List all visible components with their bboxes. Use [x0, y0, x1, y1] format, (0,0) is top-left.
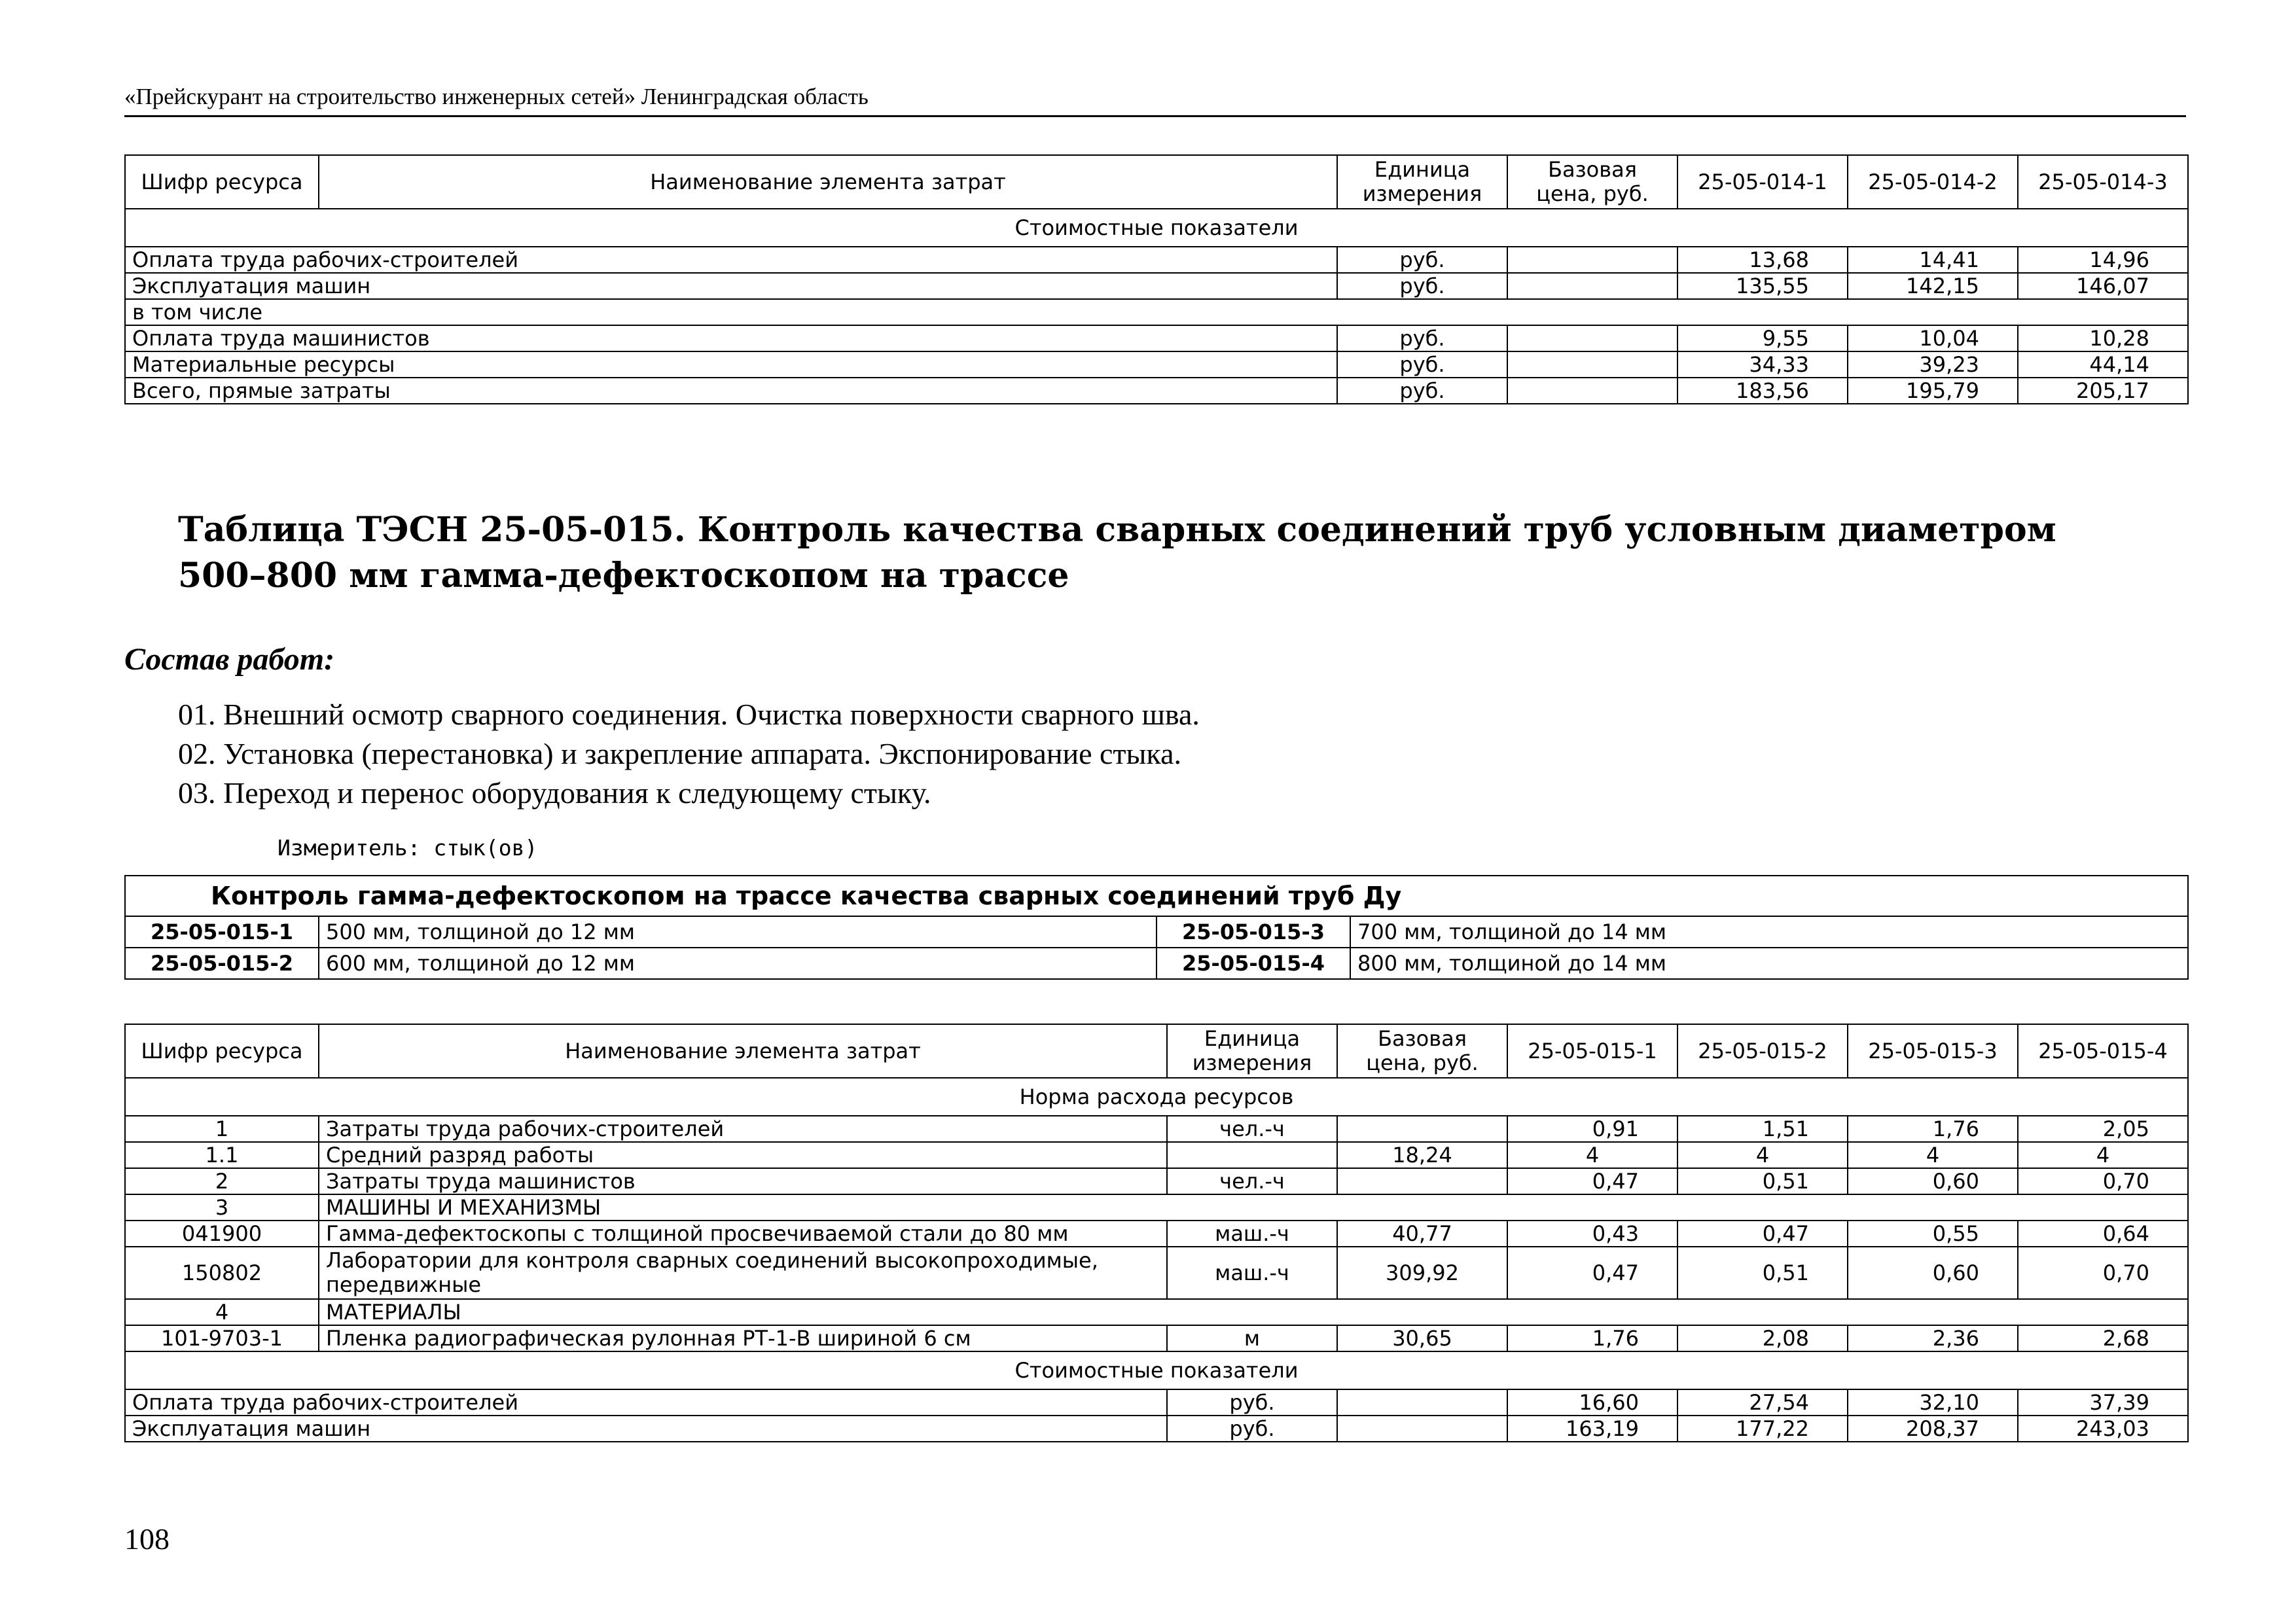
cost-unit: руб. — [1337, 247, 1507, 273]
resource-code: 1 — [125, 1116, 319, 1142]
table-row — [125, 299, 2188, 325]
resource-price: 18,24 — [1337, 1142, 1507, 1168]
resource-table-015 — [124, 1024, 2189, 1442]
resource-unit: чел.-ч — [1167, 1116, 1337, 1142]
col-header: Шифр ресурса — [125, 1024, 319, 1078]
resource-name: Затраты труда рабочих-строителей — [319, 1116, 1167, 1142]
resource-name: Пленка радиографическая рулонная РТ-1-В шириной 6 см — [319, 1325, 1167, 1351]
cost-price — [1507, 247, 1677, 273]
norm-description: 800 мм, толщиной до 14 мм — [1350, 948, 2188, 979]
cost-value: 34,33 — [1677, 351, 1848, 378]
resource-code: 150802 — [125, 1247, 319, 1299]
cost-unit: руб. — [1337, 351, 1507, 378]
cost-value: 163,19 — [1507, 1416, 1677, 1442]
norm-code: 25-05-015-4 — [1157, 948, 1350, 979]
resource-code: 1.1 — [125, 1142, 319, 1168]
resource-value: 2,05 — [2018, 1116, 2188, 1142]
table-row — [125, 378, 2188, 404]
cost-price — [1507, 351, 1677, 378]
section-label: Стоимостные показатели — [125, 1351, 2188, 1389]
table-title: Таблица ТЭСН 25-05-015. Контроль качества сварных соединений труб условным диаметром 500–800 мм гамма-дефектоскопом на трассе — [178, 510, 2056, 596]
cost-value: 14,96 — [2018, 247, 2188, 273]
resource-value: 0,47 — [1507, 1247, 1677, 1299]
table-row — [125, 351, 2188, 378]
resource-price: 30,65 — [1337, 1325, 1507, 1351]
norm-code: 25-05-015-3 — [1157, 916, 1350, 948]
table-row — [125, 1142, 2188, 1168]
resource-name: Средний разряд работы — [319, 1142, 1167, 1168]
resource-value: 2,36 — [1848, 1325, 2018, 1351]
running-header: «Прейскурант на строительство инженерных сетей» Ленинградская область — [124, 84, 869, 109]
cost-price — [1507, 273, 1677, 299]
resource-value: 0,64 — [2018, 1221, 2188, 1247]
table-row — [125, 1116, 2188, 1142]
cost-unit: руб. — [1167, 1389, 1337, 1416]
cost-price — [1507, 325, 1677, 351]
cost-value: 195,79 — [1848, 378, 2018, 404]
table-row — [125, 1194, 2188, 1221]
col-header: 25-05-014-3 — [2018, 155, 2188, 209]
resource-value: 1,76 — [1848, 1116, 2018, 1142]
col-header: Наименование элемента затрат — [319, 155, 1337, 209]
section-label: Норма расхода ресурсов — [125, 1078, 2188, 1116]
norm-code: 25-05-015-2 — [125, 948, 319, 979]
resource-unit: м — [1167, 1325, 1337, 1351]
cost-price — [1337, 1389, 1507, 1416]
cost-value: 10,28 — [2018, 325, 2188, 351]
cost-value: 142,15 — [1848, 273, 2018, 299]
cost-value: 135,55 — [1677, 273, 1848, 299]
table-row — [125, 948, 2188, 979]
resource-code: 041900 — [125, 1221, 319, 1247]
cost-value: 14,41 — [1848, 247, 2018, 273]
resource-unit: маш.-ч — [1167, 1247, 1337, 1299]
resource-price — [1337, 1168, 1507, 1194]
cost-value: 183,56 — [1677, 378, 1848, 404]
table-row — [125, 325, 2188, 351]
cost-name: Всего, прямые затраты — [125, 378, 1337, 404]
resource-name: Затраты труда машинистов — [319, 1168, 1167, 1194]
cost-value: 32,10 — [1848, 1389, 2018, 1416]
cost-unit: руб. — [1167, 1416, 1337, 1442]
table-header-row — [125, 155, 2188, 209]
section-row — [125, 1351, 2188, 1389]
norm-description: 500 мм, толщиной до 12 мм — [319, 916, 1157, 948]
resource-code: 3 — [125, 1194, 319, 1221]
cost-table-014 — [124, 154, 2189, 404]
resource-value: 0,47 — [1507, 1168, 1677, 1194]
col-header: 25-05-015-1 — [1507, 1024, 1677, 1078]
resource-value: 0,60 — [1848, 1168, 2018, 1194]
composition-title: Контроль гамма-дефектоскопом на трассе качества сварных соединений труб Ду — [125, 876, 2188, 916]
cost-unit: руб. — [1337, 378, 1507, 404]
measure-unit-label: Измеритель: стык(ов) — [278, 835, 538, 861]
table-row — [125, 1416, 2188, 1442]
cost-value: 27,54 — [1677, 1389, 1848, 1416]
resource-unit: маш.-ч — [1167, 1221, 1337, 1247]
cost-unit: руб. — [1337, 273, 1507, 299]
norm-description: 600 мм, толщиной до 12 мм — [319, 948, 1157, 979]
resource-value: 2,08 — [1677, 1325, 1848, 1351]
cost-name: Материальные ресурсы — [125, 351, 1337, 378]
resource-value: 0,91 — [1507, 1116, 1677, 1142]
work-composition-heading: Состав работ: — [124, 642, 335, 677]
col-header: Наименование элемента затрат — [319, 1024, 1167, 1078]
resource-value: 1,51 — [1677, 1116, 1848, 1142]
cost-unit: руб. — [1337, 325, 1507, 351]
cost-value: 177,22 — [1677, 1416, 1848, 1442]
cost-value: 16,60 — [1507, 1389, 1677, 1416]
resource-code: 2 — [125, 1168, 319, 1194]
col-header: 25-05-015-4 — [2018, 1024, 2188, 1078]
cost-value: 208,37 — [1848, 1416, 2018, 1442]
resource-name: Гамма-дефектоскопы с толщиной просвечиваемой стали до 80 мм — [319, 1221, 1167, 1247]
section-label: Стоимостные показатели — [125, 209, 2188, 247]
col-header: Единица измерения — [1337, 155, 1507, 209]
table-row — [125, 1299, 2188, 1325]
header-rule — [124, 115, 2186, 117]
cost-value: 9,55 — [1677, 325, 1848, 351]
resource-value: 2,68 — [2018, 1325, 2188, 1351]
page-number: 108 — [124, 1522, 170, 1556]
col-header: Базовая цена, руб. — [1507, 155, 1677, 209]
table-row — [125, 1389, 2188, 1416]
section-row — [125, 1078, 2188, 1116]
cost-value: 146,07 — [2018, 273, 2188, 299]
col-header: 25-05-014-2 — [1848, 155, 2018, 209]
table-row — [125, 916, 2188, 948]
table-header-row — [125, 1024, 2188, 1078]
cost-name: Эксплуатация машин — [125, 1416, 1167, 1442]
resource-value: 1,76 — [1507, 1325, 1677, 1351]
resource-price: 40,77 — [1337, 1221, 1507, 1247]
table-row — [125, 273, 2188, 299]
cost-value: 243,03 — [2018, 1416, 2188, 1442]
col-header: Базовая цена, руб. — [1337, 1024, 1507, 1078]
cost-value: 13,68 — [1677, 247, 1848, 273]
work-composition-list — [178, 695, 1200, 813]
cost-price — [1337, 1416, 1507, 1442]
resource-unit — [1167, 1142, 1337, 1168]
cost-value: 44,14 — [2018, 351, 2188, 378]
cost-name: Оплата труда рабочих-строителей — [125, 247, 1337, 273]
col-header: Шифр ресурса — [125, 155, 319, 209]
cost-name: Оплата труда машинистов — [125, 325, 1337, 351]
cost-value: 39,23 — [1848, 351, 2018, 378]
composition-table — [124, 875, 2189, 980]
resource-price — [1337, 1116, 1507, 1142]
section-row — [125, 209, 2188, 247]
cost-price — [1507, 378, 1677, 404]
resource-value: 0,55 — [1848, 1221, 2018, 1247]
composition-title-row — [125, 876, 2188, 916]
cost-name: Оплата труда рабочих-строителей — [125, 1389, 1167, 1416]
col-header: 25-05-015-2 — [1677, 1024, 1848, 1078]
cost-name: в том числе — [125, 299, 2188, 325]
norm-code: 25-05-015-1 — [125, 916, 319, 948]
list-item: 01. Внешний осмотр сварного соединения. Очистка поверхности сварного шва. — [178, 698, 1200, 731]
resource-value: 0,51 — [1677, 1168, 1848, 1194]
list-item: 02. Установка (перестановка) и закрепление аппарата. Экспонирование стыка. — [178, 737, 1181, 770]
resource-price: 309,92 — [1337, 1247, 1507, 1299]
resource-group-name: МАШИНЫ И МЕХАНИЗМЫ — [319, 1194, 2188, 1221]
resource-value: 0,51 — [1677, 1247, 1848, 1299]
col-header: 25-05-015-3 — [1848, 1024, 2018, 1078]
norm-description: 700 мм, толщиной до 14 мм — [1350, 916, 2188, 948]
resource-value: 0,70 — [2018, 1247, 2188, 1299]
table-row — [125, 247, 2188, 273]
col-header: 25-05-014-1 — [1677, 155, 1848, 209]
resource-code: 101-9703-1 — [125, 1325, 319, 1351]
cost-value: 205,17 — [2018, 378, 2188, 404]
resource-unit: чел.-ч — [1167, 1168, 1337, 1194]
resource-value: 0,47 — [1677, 1221, 1848, 1247]
table-row — [125, 1168, 2188, 1194]
resource-value: 4 — [1848, 1142, 2018, 1168]
table-row — [125, 1221, 2188, 1247]
resource-code: 4 — [125, 1299, 319, 1325]
resource-value: 0,60 — [1848, 1247, 2018, 1299]
resource-value: 4 — [2018, 1142, 2188, 1168]
resource-value: 0,70 — [2018, 1168, 2188, 1194]
resource-value: 4 — [1507, 1142, 1677, 1168]
resource-value: 4 — [1677, 1142, 1848, 1168]
cost-value: 37,39 — [2018, 1389, 2188, 1416]
table-row — [125, 1325, 2188, 1351]
resource-value: 0,43 — [1507, 1221, 1677, 1247]
resource-name: Лаборатории для контроля сварных соединений высокопроходимые, передвижные — [319, 1247, 1167, 1299]
table-row — [125, 1247, 2188, 1299]
cost-name: Эксплуатация машин — [125, 273, 1337, 299]
resource-group-name: МАТЕРИАЛЫ — [319, 1299, 2188, 1325]
col-header: Единица измерения — [1167, 1024, 1337, 1078]
list-item: 03. Переход и перенос оборудования к следующему стыку. — [178, 776, 931, 810]
cost-value: 10,04 — [1848, 325, 2018, 351]
